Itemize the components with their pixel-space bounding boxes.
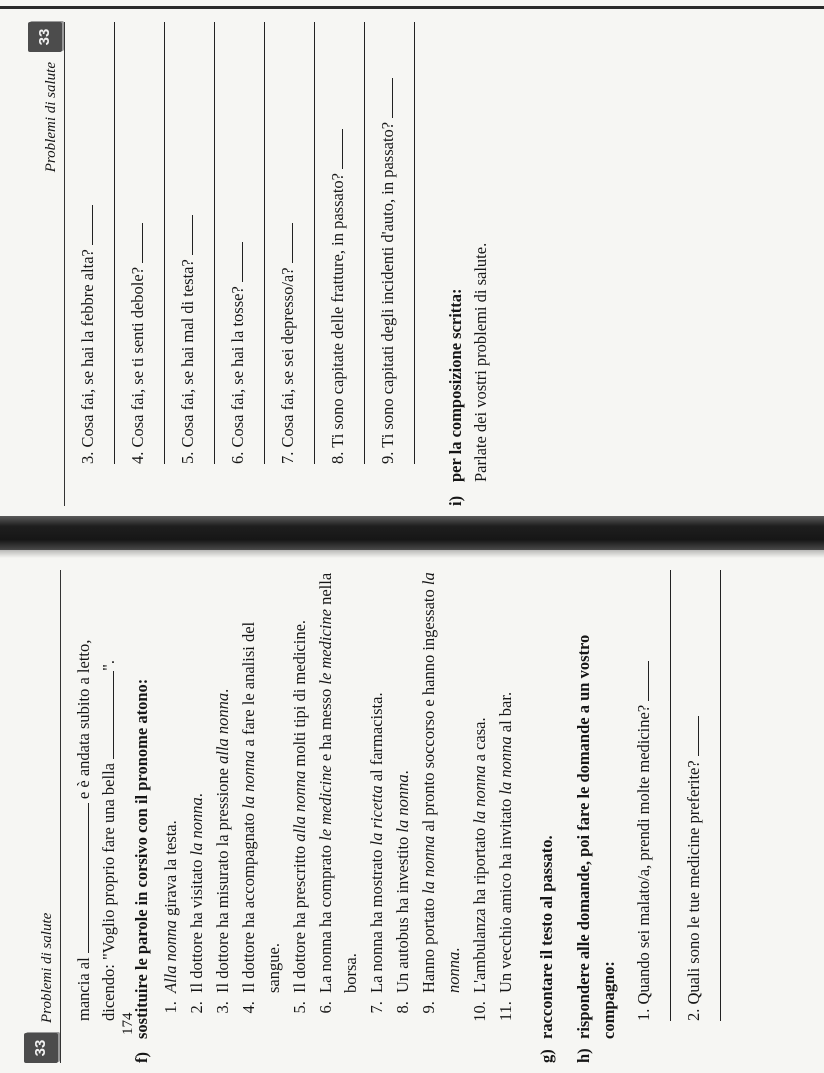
question-text: 7. Cosa fai, se sei depresso/a? [278, 267, 297, 464]
item-text: La nonna ha comprato [316, 840, 335, 993]
item-text: Il dottore ha visitato [187, 855, 206, 993]
question-text: 8. Ti sono capitate delle fratture, in passato? [328, 173, 347, 464]
item-text: e ha messo [316, 684, 335, 766]
page-number: 174 [120, 1012, 136, 1035]
section-heading: per la composizione scritta: [446, 288, 465, 482]
intro-text: mancia al [74, 957, 93, 1021]
exercise-list [158, 570, 518, 1063]
section-tag: h) [574, 1048, 593, 1063]
item-text: . [187, 793, 206, 798]
item-text: al bar. [496, 691, 515, 737]
item-text: a casa. [470, 717, 489, 766]
section-heading: raccontare il testo al passato. [537, 835, 556, 1039]
book-spine-shadow [0, 516, 824, 550]
item-text: Il dottore ha accompagnato [239, 808, 258, 993]
exercise-item [364, 570, 389, 997]
item-text: Un autobus ha investito [393, 832, 412, 993]
question-text: 3. Cosa fai, se hai la febbre alta? [78, 249, 97, 464]
answer-line[interactable] [364, 22, 365, 464]
top-edge-rule [0, 6, 824, 9]
answer-blank[interactable] [242, 242, 243, 282]
intro-text: ". [99, 660, 118, 671]
item-text: Il dottore ha prescritto [290, 841, 309, 993]
item-text: girava la testa. [161, 820, 180, 921]
question-text: 4. Cosa fai, se ti senti debole? [128, 266, 147, 464]
answer-line[interactable] [264, 22, 265, 464]
exercise-item [158, 570, 183, 997]
item-text: al farmacista. [367, 692, 386, 786]
question-text: 9. Ti sono capitati degli incidenti d'auto, in passato? [378, 121, 397, 464]
answer-line[interactable] [720, 570, 721, 1021]
chapter-badge: 33 [28, 22, 62, 52]
running-head-rule [60, 570, 61, 1063]
item-text: . [393, 770, 412, 775]
question-list [75, 22, 415, 506]
exercise-item [313, 570, 363, 997]
section-tag: g) [537, 1049, 556, 1063]
section-text: Parlate dei vostri problemi di salute. [471, 242, 490, 482]
italic-phrase: la nonna [239, 750, 258, 809]
answer-blank[interactable] [342, 129, 343, 169]
answer-blank[interactable] [292, 223, 293, 263]
answer-blank[interactable] [92, 205, 93, 245]
left-page [0, 560, 824, 1073]
answer-blank[interactable] [698, 716, 699, 756]
exercise-item [210, 570, 235, 997]
exercise-item [390, 570, 415, 997]
right-page-content [22, 22, 802, 506]
answer-line[interactable] [414, 22, 415, 464]
exercise-item [467, 570, 492, 997]
running-head-rule [64, 22, 65, 506]
question-item [681, 570, 706, 1021]
running-head-text: Problemi di salute [43, 62, 59, 173]
question-list [631, 570, 721, 1063]
question-item [325, 22, 350, 464]
question-text: 1. Quando sei malato/a, prendi molte medicine? [634, 704, 653, 1021]
section-tag: f) [132, 1052, 151, 1063]
answer-blank[interactable] [392, 78, 393, 118]
italic-phrase: la nonna [393, 774, 412, 833]
item-text: . [213, 688, 232, 693]
question-item [631, 570, 656, 1021]
item-text: nella borsa. [316, 572, 360, 993]
answer-line[interactable] [214, 22, 215, 464]
item-text: La nonna ha mostrato [367, 845, 386, 993]
italic-phrase: le medicine [316, 765, 335, 841]
item-text: molti tipi di medicine. [290, 619, 309, 771]
left-page-content [18, 570, 818, 1063]
item-text: a fare le analisi del sangue. [239, 621, 283, 993]
item-text: . [444, 947, 463, 952]
question-item [375, 22, 400, 464]
answer-line[interactable] [164, 22, 165, 464]
italic-phrase: Alla nonna [161, 920, 180, 993]
running-head [18, 570, 58, 1063]
item-text: Un vecchio amico ha invitato [496, 794, 515, 993]
fill-blank[interactable] [88, 803, 89, 953]
section-f [129, 570, 154, 1063]
answer-blank[interactable] [192, 215, 193, 255]
italic-phrase: alla nonna [290, 770, 309, 842]
italic-phrase: la nonna [187, 797, 206, 856]
section-g [534, 570, 559, 1063]
question-item [275, 22, 300, 464]
answer-line[interactable] [314, 22, 315, 464]
question-item [225, 22, 250, 464]
exercise-item [236, 570, 286, 997]
answer-blank[interactable] [648, 661, 649, 701]
answer-line[interactable] [114, 22, 115, 464]
section-tag: i) [446, 495, 465, 506]
spine-fade [0, 550, 824, 558]
italic-phrase: la nonna [470, 765, 489, 824]
exercise-item [287, 570, 312, 997]
answer-line[interactable] [670, 570, 671, 1021]
question-text: 6. Cosa fai, se hai la tosse? [228, 286, 247, 464]
intro-text: dicendo: "Voglio proprio fare una bella [99, 763, 118, 1021]
right-page [0, 12, 824, 516]
question-item [125, 22, 150, 464]
item-text: Il dottore ha misurato la pressione [213, 763, 232, 993]
exercise-item [416, 570, 466, 997]
question-item [75, 22, 100, 464]
intro-text: e è andata subito a letto, [74, 639, 93, 800]
chapter-badge: 33 [24, 1033, 58, 1063]
item-text: L'ambulanza ha riportato [470, 823, 489, 993]
question-text: 5. Cosa fai, se hai mal di testa? [178, 259, 197, 464]
italic-phrase: la nonna [419, 835, 438, 895]
italic-phrase: alla nonna [213, 692, 232, 764]
running-head [22, 22, 62, 506]
italic-phrase: la nonna [419, 572, 463, 993]
question-item [175, 22, 200, 464]
exercise-item [493, 570, 518, 997]
italic-phrase: la ricetta [367, 785, 386, 846]
section-h [571, 570, 621, 1063]
question-text: 2. Quali sono le tue medicine preferite? [684, 760, 703, 1021]
intro-paragraph [71, 570, 121, 1063]
section-i [443, 22, 493, 506]
item-text: Hanno portato [419, 894, 438, 993]
item-text: al pronto soccorso e hanno ingessato [419, 585, 438, 836]
section-heading: rispondere alle domande, poi fare le domande a un vostro compagno: [574, 634, 618, 1039]
section-heading: sostituire le parole in corsivo con il pronome atono: [132, 678, 151, 1039]
running-head-text: Problemi di salute [39, 912, 55, 1023]
italic-phrase: la nonna [496, 736, 515, 795]
answer-blank[interactable] [142, 223, 143, 263]
exercise-item [184, 570, 209, 997]
italic-phrase: le medicine [316, 609, 335, 685]
fill-blank[interactable] [113, 671, 114, 759]
